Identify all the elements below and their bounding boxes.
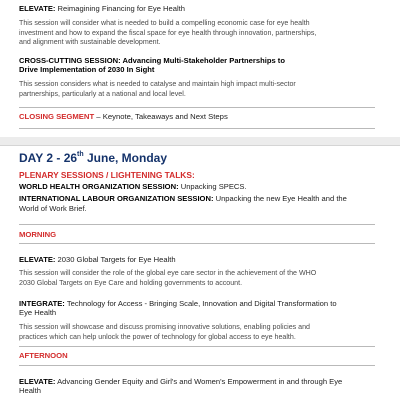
- section-label-morning: MORNING: [19, 230, 57, 239]
- session-title: Reimagining Financing for Eye Health: [55, 4, 186, 13]
- heading-line: Health: [19, 386, 41, 396]
- description-line: This session will consider what is needed to build a compelling economic case for eye health: [19, 19, 310, 27]
- session-heading: [19, 255, 375, 264]
- section-separator-line: [0, 145, 400, 146]
- description-line: investment and how to expand the fiscal space for eye health through innovation, partnerships,: [19, 28, 317, 37]
- description-line: 2030 Global Targets on Eye Care and holding governments to account.: [19, 278, 243, 287]
- session-title: Technology for Access - Bringing Scale, Innovation and Digital Transformation to: [64, 299, 337, 308]
- session-description: [19, 80, 375, 99]
- heading-line: Drive Implementation of 2030 In Sight: [19, 65, 155, 75]
- session-heading: [19, 299, 375, 318]
- section-label-afternoon: AFTERNOON: [19, 351, 68, 360]
- session-heading: [19, 56, 375, 75]
- session-tag: ELEVATE:: [19, 377, 56, 386]
- day-title-prefix: DAY 2 - 26: [19, 151, 78, 165]
- session-tag: ELEVATE:: [19, 255, 56, 264]
- description-line: partnerships, particularly at a national and local level.: [19, 89, 186, 98]
- session-description: [19, 323, 375, 342]
- day-title-sup: th: [77, 151, 84, 158]
- description-line: This session will showcase and discuss promising innovative solutions, enabling policies and: [19, 323, 310, 331]
- divider: [19, 243, 375, 244]
- session-heading: [19, 4, 375, 13]
- heading-line: Eye Health: [19, 308, 57, 318]
- plenary-org: WORLD HEALTH ORGANIZATION SESSION:: [19, 182, 179, 191]
- session-description: [19, 269, 375, 288]
- section-separator-band: [0, 137, 400, 145]
- session-tag: INTEGRATE:: [19, 299, 65, 308]
- day-title: [19, 151, 375, 165]
- plenary-item: [19, 194, 375, 203]
- plenary-item-continued: World of Work Brief.: [19, 203, 87, 213]
- closing-label: CLOSING SEGMENT: [19, 112, 95, 121]
- divider: [19, 128, 375, 129]
- session-description: [19, 19, 375, 48]
- plenary-title: PLENARY SESSIONS / LIGHTENING TALKS:: [19, 170, 195, 180]
- description-line: This session will consider the role of the global eye care sector in the achievement of the WHO: [19, 269, 317, 277]
- plenary-list: [19, 182, 375, 213]
- divider: [19, 107, 375, 108]
- plenary-item: [19, 182, 375, 191]
- heading-line: CROSS-CUTTING SESSION: Advancing Multi-Stakeholder Partnerships to: [19, 56, 285, 65]
- description-line: This session considers what is needed to catalyse and maintain high impact multi-sector: [19, 80, 296, 88]
- session-title: 2030 Global Targets for Eye Health: [55, 255, 176, 264]
- day-title-suffix: June, Monday: [83, 151, 167, 165]
- session-title: Advancing Gender Equity and Girl's and Women's Empowerment in and through Eye: [55, 377, 343, 386]
- heading-line: [19, 377, 375, 386]
- closing-segment: [19, 112, 375, 122]
- session-tag: ELEVATE:: [19, 4, 56, 13]
- description-line: practices which can help unlock the power of technology for global access to eye health.: [19, 332, 296, 341]
- divider: [19, 224, 375, 225]
- plenary-topic: Unpacking SPECS.: [178, 182, 247, 191]
- divider: [19, 346, 375, 347]
- description-line: and alignment with sustainable development.: [19, 38, 161, 46]
- plenary-topic: Unpacking the new Eye Health and the: [213, 194, 347, 204]
- divider: [19, 365, 375, 366]
- plenary-org: INTERNATIONAL LABOUR ORGANIZATION SESSION:: [19, 194, 214, 204]
- closing-text: – Keynote, Takeaways and Next Steps: [94, 112, 228, 121]
- heading-line: [19, 299, 375, 308]
- session-heading: [19, 377, 375, 396]
